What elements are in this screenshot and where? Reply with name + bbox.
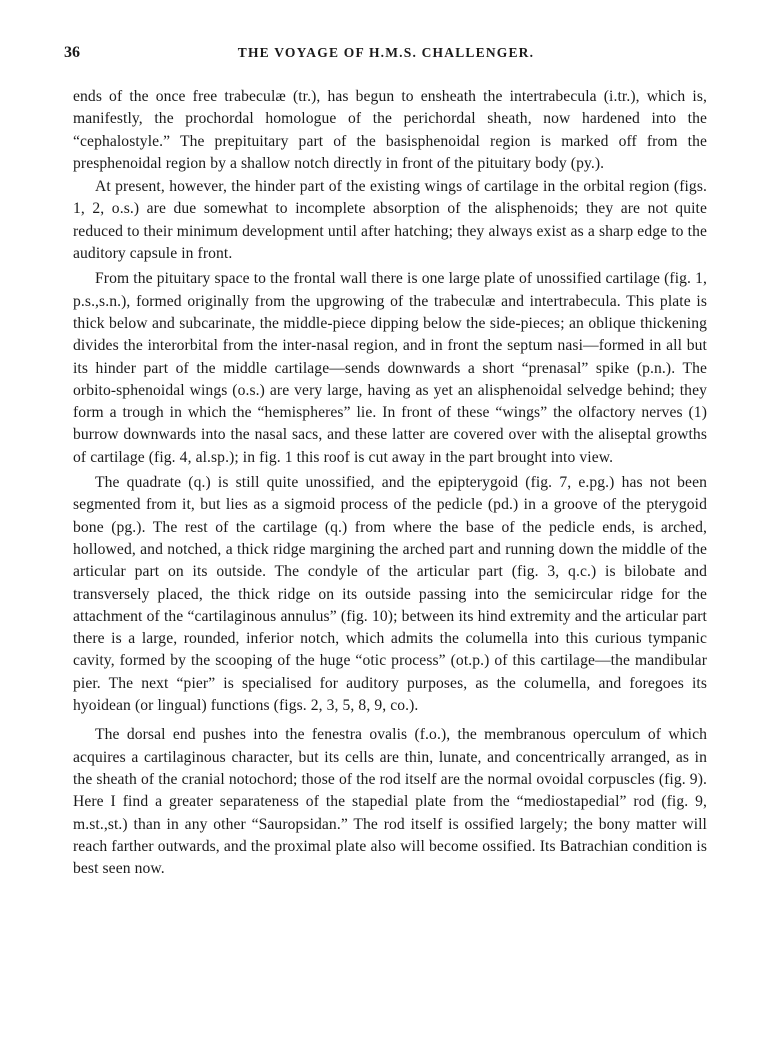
- paragraph-5: The dorsal end pushes into the fenestra ovalis (f.o.), the membranous operculum of which acquires a cartilaginous character, but its cells are thin, lunate, and concentrically arranged, as in the sheath of the cranial notochord; those of the rod itself are the normal ovoidal corpuscles (fig. 9). Here I find a greater separateness of the stapedial plate from the “mediostapedial” rod (fig. 9, m.st.,st.) than in any other “Sauropsidan.” The rod itself is ossified largely; the bony matter will reach farther outwards, and the proximal plate also will become ossified. Its Batrachian condition is best seen now.: [73, 726, 707, 878]
- page-header: [64, 44, 708, 68]
- page-number: 36: [64, 44, 80, 61]
- body-text: [73, 86, 707, 880]
- paragraph-4: The quadrate (q.) is still quite unossified, and the epipterygoid (fig. 7, e.pg.) has not been segmented from it, but lies as a sigmoid process of the pedicle (pd.) in a groove of the pterygoid bone (pg.). The rest of the cartilage (q.) from where the base of the pedicle ends, is arched, hollowed, and notched, a thick ridge margining the arched part and running down the middle of the articular part on its outside. The condyle of the articular part (fig. 3, q.c.) is bilobate and transversely placed, the thick ridge on its outside passing into the semicircular ridge for the attachment of the “cartilaginous annulus” (fig. 10); between its hind extremity and the articular part there is a large, rounded, inferior notch, which admits the columella into this curious tympanic cavity, formed by the scooping of the huge “otic process” (ot.p.) of this cartilage—the mandibular pier. The next “pier” is specialised for auditory purposes, as the columella, and foregoes its hyoidean (or lingual) functions (figs. 2, 3, 5, 8, 9, co.).: [73, 474, 707, 715]
- paragraph-3: From the pituitary space to the frontal wall there is one large plate of unossified cartilage (fig. 1, p.s.,s.n.), formed originally from the upgrowing of the trabeculæ and intertrabecula. This plate is thick below and subcarinate, the middle-piece dipping below the side-pieces; an oblique thickening divides the interorbital from the inter-nasal region, and in front the septum nasi—formed in all but its hinder part of the middle cartilage—sends downwards a short “prenasal” spike (p.n.). The orbito-sphenoidal wings (o.s.) are very large, having as yet an alisphenoidal selvedge behind; they form a trough in which the “hemispheres” lie. In front of these “wings” the olfactory nerves (1) burrow downwards into the nasal sacs, and these latter are covered over with the aliseptal growths of cartilage (fig. 4, al.sp.); in fig. 1 this roof is cut away in the part brought into view.: [73, 270, 707, 466]
- running-title: THE VOYAGE OF H.M.S. CHALLENGER.: [237, 45, 535, 60]
- paragraph-1: ends of the once free trabeculæ (tr.), has begun to ensheath the intertrabecula (i.tr.), which is, manifestly, the prochordal homologue of the perichordal sheath, now hardened into the “cephalostyle.” The prepituitary part of the basisphenoidal region is marked off from the presphenoidal region by a shallow notch directly in front of the pituitary body (py.).: [73, 88, 707, 172]
- paragraph-2: At present, however, the hinder part of the existing wings of cartilage in the orbital region (figs. 1, 2, o.s.) are due somewhat to incomplete absorption of the alisphenoids; they are not quite reduced to their minimum development until after hatching; they always exist as a sharp edge to the auditory capsule in front.: [73, 178, 707, 263]
